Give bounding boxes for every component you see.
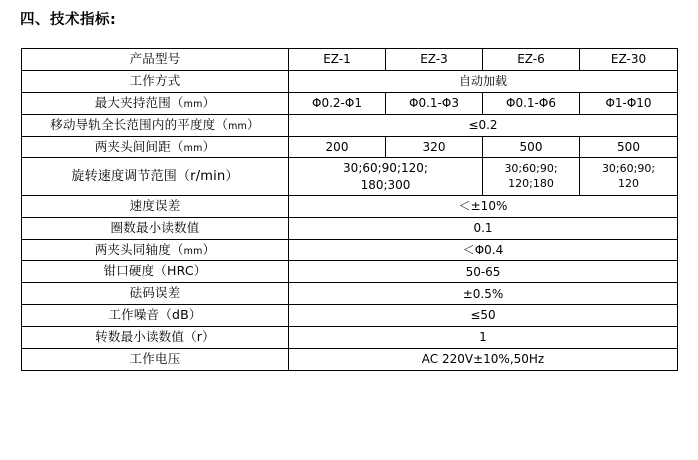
column-header-ez-3: EZ-3 bbox=[386, 49, 483, 71]
row-label-working-noise: 工作噪音（dB） bbox=[22, 305, 289, 327]
row-label-working-mode: 工作方式 bbox=[22, 70, 289, 92]
row-label-rotation-speed-range: 旋转速度调节范围（r/min） bbox=[22, 158, 289, 195]
table-row bbox=[22, 239, 678, 261]
table-row bbox=[22, 348, 678, 370]
row-value-max-clamping-range-ez-6: Φ0.1-Φ6 bbox=[483, 92, 580, 114]
row-label-chuck-coaxiality: 两夹头同轴度（mm） bbox=[22, 239, 289, 261]
row-value-turns-min-reading: 0.1 bbox=[289, 217, 678, 239]
row-value-working-noise: ≤50 bbox=[289, 305, 678, 327]
row-label-speed-error: 速度误差 bbox=[22, 195, 289, 217]
table-row bbox=[22, 195, 678, 217]
table-row bbox=[22, 283, 678, 305]
row-value-chuck-spacing-ez-3: 320 bbox=[386, 136, 483, 158]
specification-table bbox=[21, 48, 678, 371]
row-value-chuck-spacing-ez-30: 500 bbox=[580, 136, 678, 158]
row-label-weight-error: 砝码误差 bbox=[22, 283, 289, 305]
table-row bbox=[22, 158, 678, 195]
row-value-rotation-speed-ez-30: 30;60;90; 120 bbox=[580, 158, 678, 195]
row-value-working-mode: 自动加载 bbox=[289, 70, 678, 92]
row-value-revolutions-min-reading: 1 bbox=[289, 327, 678, 349]
column-header-ez-1: EZ-1 bbox=[289, 49, 386, 71]
row-value-jaw-hardness: 50-65 bbox=[289, 261, 678, 283]
row-label-rail-flatness: 移动导轨全长范围内的平度度（mm） bbox=[22, 114, 289, 136]
page-title: 四、技术指标: bbox=[20, 12, 117, 28]
row-value-chuck-spacing-ez-6: 500 bbox=[483, 136, 580, 158]
table-row bbox=[22, 70, 678, 92]
row-label-revolutions-min-reading: 转数最小读数值（r） bbox=[22, 327, 289, 349]
table-row bbox=[22, 114, 678, 136]
row-value-speed-error: ＜±10% bbox=[289, 195, 678, 217]
row-value-working-voltage: AC 220V±10%,50Hz bbox=[289, 348, 678, 370]
row-value-max-clamping-range-ez-3: Φ0.1-Φ3 bbox=[386, 92, 483, 114]
row-label-jaw-hardness: 钳口硬度（HRC） bbox=[22, 261, 289, 283]
row-label-turns-min-reading: 圈数最小读数值 bbox=[22, 217, 289, 239]
column-header-ez-30: EZ-30 bbox=[580, 49, 678, 71]
row-value-max-clamping-range-ez-30: Φ1-Φ10 bbox=[580, 92, 678, 114]
table-row bbox=[22, 327, 678, 349]
row-label-max-clamping-range: 最大夹持范围（mm） bbox=[22, 92, 289, 114]
table-row bbox=[22, 305, 678, 327]
row-label-working-voltage: 工作电压 bbox=[22, 348, 289, 370]
row-value-rotation-speed-ez-6: 30;60;90; 120;180 bbox=[483, 158, 580, 195]
row-value-rail-flatness: ≤0.2 bbox=[289, 114, 678, 136]
row-value-max-clamping-range-ez-1: Φ0.2-Φ1 bbox=[289, 92, 386, 114]
row-value-weight-error: ±0.5% bbox=[289, 283, 678, 305]
table-row bbox=[22, 136, 678, 158]
row-value-rotation-speed-ez-1-ez-3: 30;60;90;120; 180;300 bbox=[289, 158, 483, 195]
table-header-row bbox=[22, 49, 678, 71]
row-value-chuck-spacing-ez-1: 200 bbox=[289, 136, 386, 158]
column-header-model: 产品型号 bbox=[22, 49, 289, 71]
table-row bbox=[22, 92, 678, 114]
row-label-chuck-spacing: 两夹头间间距（mm） bbox=[22, 136, 289, 158]
row-value-chuck-coaxiality: ＜Φ0.4 bbox=[289, 239, 678, 261]
column-header-ez-6: EZ-6 bbox=[483, 49, 580, 71]
table-row bbox=[22, 261, 678, 283]
table-row bbox=[22, 217, 678, 239]
